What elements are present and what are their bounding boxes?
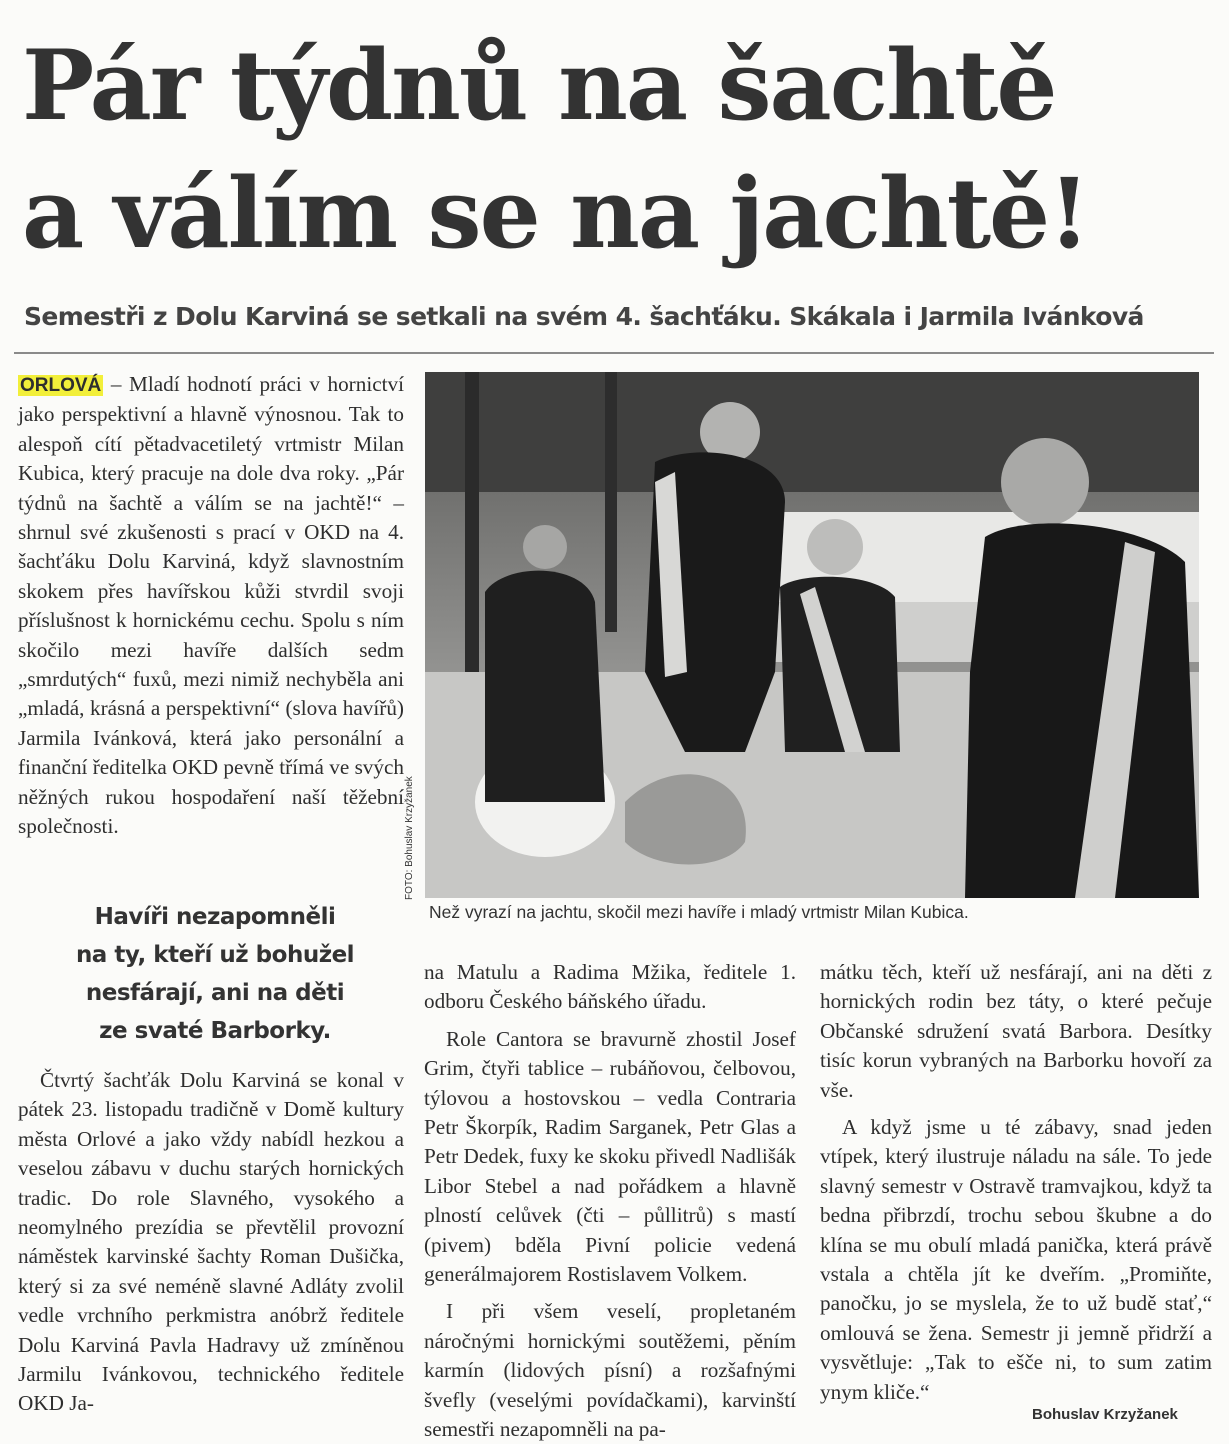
body-paragraph: na Matulu a Radima Mžika, ředitele 1. odboru Českého báňského úřadu. — [424, 960, 796, 1014]
photo-caption: Než vyrazí na jachtu, skočil mezi havíře i mladý vrtmistr Milan Kubica. — [429, 902, 969, 922]
headline — [22, 22, 1212, 278]
body-paragraph: Role Cantora se bravurně zhostil Josef Grim, čtyři tablice – rubáňovou, čelbovou, týlovou a hostovskou – vedla Contraria Petr Škorpík, Radim Sarganek, Petr Glas a Petr Dedek, fuxy ke skoku přivedl Nadlišák Libor Stebel a nad pořádkem a hlavně plností celůvek (čti – půllitrů) s mastí (pivem) bděla Pivní policie vedená generálmajorem Rostislavem Volkem. — [424, 1026, 796, 1287]
article-photo — [425, 372, 1199, 898]
column-2 — [424, 958, 796, 1453]
lead-text: – Mladí hodnotí práci v hornictví jako perspektivní a hlavně výnosnou. Tak to alespoň cítí pětadvacetiletý vrtmistr Milan Kubica, který pracuje na dole dva roky. „Pár týdnů na šachtě a válím se na jachtě!“ – shrnul své zkušenosti s prací v OKD na 4. šachťáku Dolu Karviná, když slavnostním skokem přes havířskou kůži stvrdil svoji příslušnost k hornickému cechu. Spolu s ním skočilo mezi havíře dalších sedm „smrdutých“ fuxů, mezi nimiž nechyběla ani „mladá, krásná a perspektivní“ (slova havířů) Jarmila Ivánková, která jako personální a finanční ředitelka OKD pevně třímá ve svých něžných rukou hospodaření naší těžební společnosti. — [18, 372, 404, 839]
subheading — [30, 898, 400, 1050]
body-paragraph: Čtvrtý šachťák Dolu Karviná se konal v pátek 23. listopadu tradičně v Domě kultury města Orlové a jako vždy nabídl hezkou a veselou zábavu v duchu starých hornických tradic. Do role Slavného, vysokého a neomylného prezídia se převtělil provozní náměstek karvinské šachty Roman Dušička, který si za své neméně slavné Adláty zvolil vedle vrchního perkmistra anóbrž ředitele Dolu Karviná Pavla Hadravy už zmíněnou Jarmilu Ivánkovou, technického ředitele OKD Ja- — [18, 1068, 404, 1416]
column-3 — [820, 958, 1212, 1415]
photo-credit: FOTO: Bohuslav Krzyžanek — [404, 776, 415, 900]
subheading-line: nesfárají, ani na děti — [85, 980, 345, 1006]
subtitle: Semestři z Dolu Karviná se setkali na svém 4. šachťáku. Skákala i Jarmila Ivánková — [24, 302, 1144, 331]
column-1 — [18, 1066, 404, 1427]
subheading-line: Havíři nezapomněli — [94, 904, 336, 930]
author-byline: Bohuslav Krzyžanek — [1032, 1406, 1178, 1423]
lead-paragraph — [18, 370, 404, 842]
subheading-line: na ty, kteří už bohužel — [75, 942, 355, 968]
lead-column — [18, 370, 404, 842]
headline-line-1: Pár týdnů na šachtě — [22, 29, 1056, 142]
body-paragraph: I při všem veselí, propletaném náročnými hornickými soutěžemi, pěním karmín (lidových písní) a rozšafnými švefly (veselými povídačkami), karvinští semestři nezapomněli na pa- — [424, 1299, 796, 1442]
headline-line-2: a válím se na jachtě! — [22, 157, 1089, 270]
divider — [14, 352, 1214, 354]
dateline-place: ORLOVÁ — [20, 375, 102, 396]
body-paragraph: mátku těch, kteří už nesfárají, ani na děti z hornických rodin bez táty, o které pečuje Občanské sdružení svatá Barbora. Desítky tisíc korun vybraných na Barborku hovoří za vše. — [820, 960, 1212, 1102]
subheading-line: ze svaté Barborky. — [99, 1018, 331, 1044]
photo-illustration — [425, 372, 1199, 898]
body-paragraph: A když jsme u té zábavy, snad jeden vtípek, který ilustruje náladu na sále. To jede slavný semestr v Ostravě tramvajkou, když ta bedna přibrzdí, trochu sebou škubne a do klína se mu obulí mladá panička, která právě vstala a chtěla jít ke dveřím. „Promiňte, panočku, jo se myslela, že to už budě stať,“ omlouvá se žena. Semestr ji jemně přidrží a vysvětluje: „Tak to ešče ni, to sum zatim ynym kliče.“ — [820, 1115, 1212, 1404]
